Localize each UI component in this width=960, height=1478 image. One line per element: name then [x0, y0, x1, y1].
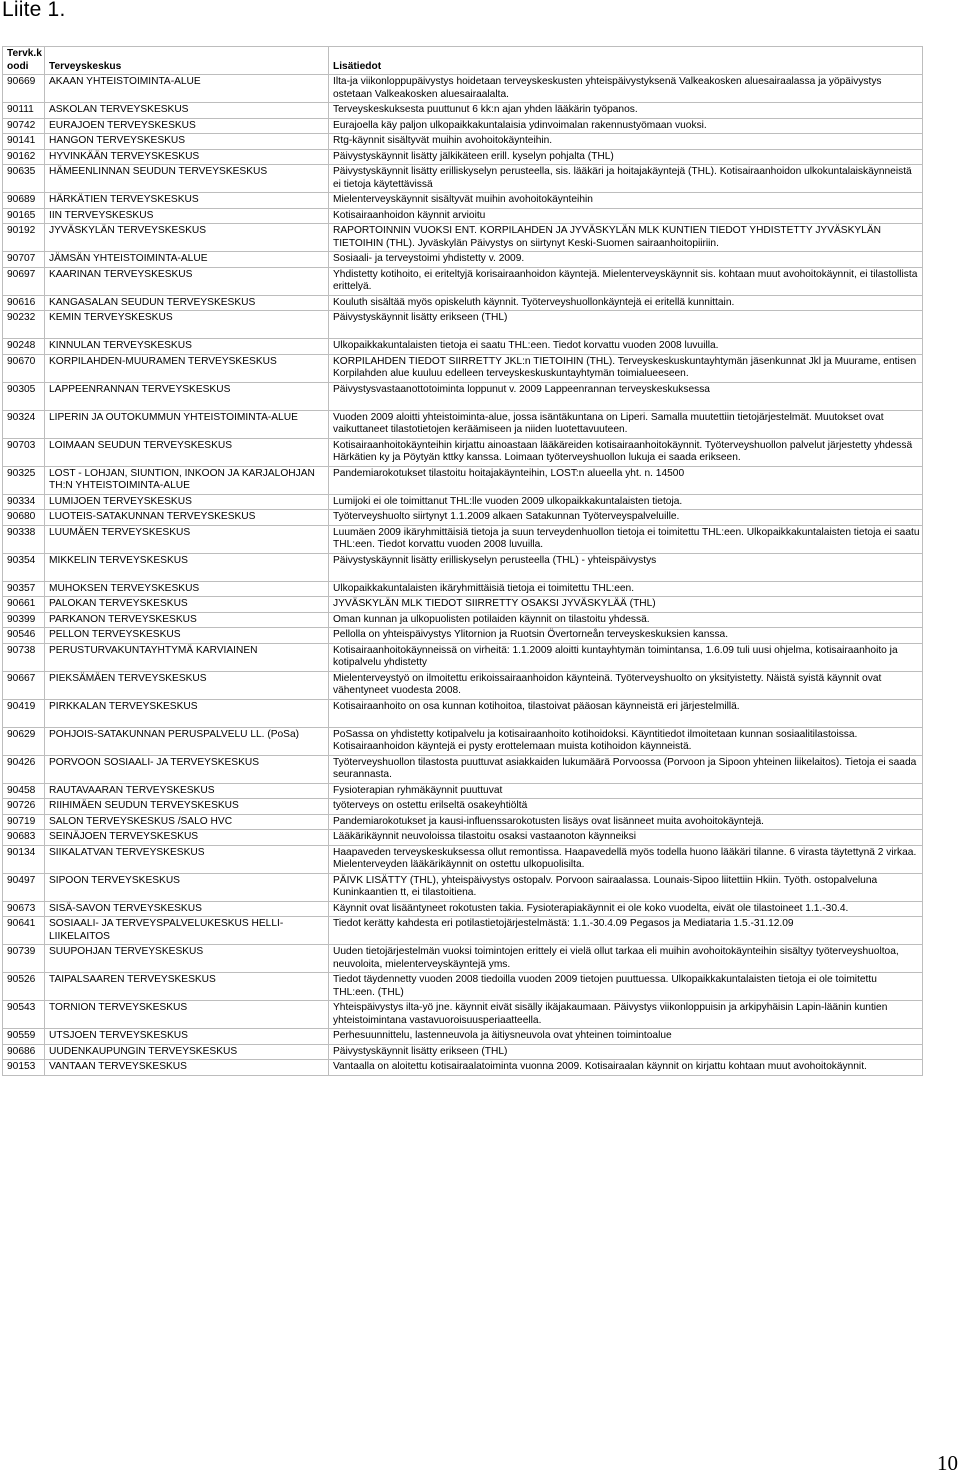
cell-center: EURAJOEN TERVEYSKESKUS [45, 118, 329, 134]
cell-info: Työterveyshuollon tilastosta puuttuvat asiakkaiden lukumäärä Porvoossa (Porvoon ja Sipoon yhteinen liikelaitos). Tietoja ei saada seurannasta. [329, 755, 923, 783]
cell-info: Ulkopaikkakuntalaisten tietoja ei saatu THL:een. Tiedot korvattu vuoden 2008 luvuilla. [329, 339, 923, 355]
cell-info: Perhesuunnittelu, lastenneuvola ja äitiysneuvola ovat yhteinen toimintoalue [329, 1029, 923, 1045]
cell-info: Lääkärikäynnit neuvoloissa tilastoitu osaksi vastaanoton käynneiksi [329, 830, 923, 846]
cell-center: KORPILAHDEN-MUURAMEN TERVEYSKESKUS [45, 354, 329, 382]
table-row [3, 267, 923, 295]
cell-center: VANTAAN TERVEYSKESKUS [45, 1060, 329, 1076]
cell-code: 90419 [3, 699, 45, 727]
cell-center: LIPERIN JA OUTOKUMMUN YHTEISTOIMINTA-ALUE [45, 410, 329, 438]
table-row [3, 845, 923, 873]
cell-center: KINNULAN TERVEYSKESKUS [45, 339, 329, 355]
table-row [3, 208, 923, 224]
cell-info: Oman kunnan ja ulkopuolisten potilaiden käynnit on tilastoitu yhdessä. [329, 612, 923, 628]
cell-code: 90111 [3, 103, 45, 119]
table-row [3, 917, 923, 945]
cell-code: 90697 [3, 267, 45, 295]
page-heading: Liite 1. [2, 0, 66, 21]
cell-code: 90153 [3, 1060, 45, 1076]
cell-info: Mielenterveyskäynnit sisältyvät muihin avohoitokäynteihin [329, 193, 923, 209]
cell-code: 90134 [3, 845, 45, 873]
cell-code: 90683 [3, 830, 45, 846]
cell-info: Mielenterveystyö on ilmoitettu erikoissairaanhoidon käynteinä. Työterveyshuolto on yksityistetty. Näistä syistä käynnit ovat vähentyneet vuodesta 2008. [329, 671, 923, 699]
cell-info: Yhteispäivystys ilta-yö jne. käynnit eivät sisälly ikäjakaumaan. Päivystys viikonloppuisin ja arkipyhäisin Lapin-läänin kuntien yhteistoimintana vastavuoroisuusperiaatteella. [329, 1001, 923, 1029]
table-row [3, 252, 923, 268]
cell-code: 90354 [3, 553, 45, 581]
cell-info: Lumijoki ei ole toimittanut THL:lle vuoden 2009 ulkopaikkakuntalaisten tietoja. [329, 494, 923, 510]
cell-code: 90141 [3, 134, 45, 150]
cell-code: 90458 [3, 783, 45, 799]
table-row [3, 799, 923, 815]
cell-code: 90703 [3, 438, 45, 466]
cell-info: Sosiaali- ja terveystoimi yhdistetty v. 2009. [329, 252, 923, 268]
table-row [3, 103, 923, 119]
cell-info: Terveyskeskuksesta puuttunut 6 kk:n ajan yhden lääkärin työpanos. [329, 103, 923, 119]
cell-code: 90616 [3, 295, 45, 311]
cell-center: PORVOON SOSIAALI- JA TERVEYSKESKUS [45, 755, 329, 783]
cell-center: HYVINKÄÄN TERVEYSKESKUS [45, 149, 329, 165]
cell-code: 90661 [3, 597, 45, 613]
cell-info: Kotisairaanhoitokäynteihin kirjattu ainoastaan lääkäreiden kotisairaanhoitokäynnit. Työterveyshuollon palvelut järjestetty yhdessä Härkätien ky ja Pöytyän kttky kanssa. Loimaan työterveyshuollon lukuja ei saada erikseen. [329, 438, 923, 466]
cell-code: 90162 [3, 149, 45, 165]
cell-info: Käynnit ovat lisääntyneet rokotusten takia. Fysioterapiakäynnit ei ole koko vuodelta, eivät ole tilastoineet 1.1.-30.4. [329, 901, 923, 917]
table-row [3, 295, 923, 311]
cell-center: MIKKELIN TERVEYSKESKUS [45, 553, 329, 581]
cell-code: 90629 [3, 727, 45, 755]
table-row [3, 118, 923, 134]
cell-center: HÄRKÄTIEN TERVEYSKESKUS [45, 193, 329, 209]
cell-info: Pandemiarokotukset tilastoitu hoitajakäynteihin, LOST:n alueella yht. n. 14500 [329, 466, 923, 494]
column-header-code: Tervk.koodi [3, 47, 45, 75]
cell-code: 90324 [3, 410, 45, 438]
cell-code: 90357 [3, 581, 45, 597]
cell-center: PERUSTURVAKUNTAYHTYMÄ KARVIAINEN [45, 643, 329, 671]
table-row [3, 1001, 923, 1029]
cell-code: 90742 [3, 118, 45, 134]
table-row [3, 525, 923, 553]
cell-info: Eurajoella käy paljon ulkopaikkakuntalaisia ydinvoimalan rakennustyömaan vuoksi. [329, 118, 923, 134]
cell-center: HANGON TERVEYSKESKUS [45, 134, 329, 150]
cell-code: 90667 [3, 671, 45, 699]
cell-center: PIEKSÄMÄEN TERVEYSKESKUS [45, 671, 329, 699]
cell-center: JÄMSÄN YHTEISTOIMINTA-ALUE [45, 252, 329, 268]
cell-info: Haapaveden terveyskeskuksessa ollut remontissa. Haapavedellä myös todella huono lääkäri tilanne. 6 virasta täytettynä 2 virkaa. Mielenterveyden lääkärikäynnit on ostettu ulkopuolisilta. [329, 845, 923, 873]
cell-code: 90248 [3, 339, 45, 355]
cell-info: Päivystyskäynnit lisätty erikseen (THL) [329, 1044, 923, 1060]
cell-info: Päivystysvastaanottotoiminta loppunut v. 2009 Lappeenrannan terveyskeskuksessa [329, 382, 923, 410]
cell-center: MUHOKSEN TERVEYSKESKUS [45, 581, 329, 597]
cell-center: KAARINAN TERVEYSKESKUS [45, 267, 329, 295]
table-row [3, 75, 923, 103]
cell-info: Kotisairaanhoitokäynneissä on virheitä: 1.1.2009 aloitti kuntayhtymän toimintansa, 1.6.09 tuli uusi ohjelma, kotisairaanhoito ja kotipalvelu yhdistetty [329, 643, 923, 671]
cell-center: SEINÄJOEN TERVEYSKESKUS [45, 830, 329, 846]
table-header-row [3, 47, 923, 75]
cell-center: SOSIAALI- JA TERVEYSPALVELUKESKUS HELLI-LIIKELAITOS [45, 917, 329, 945]
cell-center: IIN TERVEYSKESKUS [45, 208, 329, 224]
cell-info: Vantaalla on aloitettu kotisairaalatoiminta vuonna 2009. Kotisairaalan käynnit on kirjattu kohtaan muut avohoitokäynnit. [329, 1060, 923, 1076]
table-row [3, 1029, 923, 1045]
cell-info: työterveys on ostettu erilseltä osakeyhtiöltä [329, 799, 923, 815]
cell-info: Ulkopaikkakuntalaisten ikäryhmittäisiä tietoja ei toimitettu THL:een. [329, 581, 923, 597]
cell-code: 90305 [3, 382, 45, 410]
table-row [3, 727, 923, 755]
cell-code: 90641 [3, 917, 45, 945]
cell-info: Pellolla on yhteispäivystys Ylitornion ja Ruotsin Övertorneån terveyskeskuksien kanssa. [329, 628, 923, 644]
cell-code: 90334 [3, 494, 45, 510]
cell-center: UTSJOEN TERVEYSKESKUS [45, 1029, 329, 1045]
cell-center: LUUMÄEN TERVEYSKESKUS [45, 525, 329, 553]
cell-info: Fysioterapian ryhmäkäynnit puuttuvat [329, 783, 923, 799]
cell-center: LOIMAAN SEUDUN TERVEYSKESKUS [45, 438, 329, 466]
table-row [3, 873, 923, 901]
cell-center: SIPOON TERVEYSKESKUS [45, 873, 329, 901]
cell-code: 90669 [3, 75, 45, 103]
table-row [3, 193, 923, 209]
cell-center: TAIPALSAAREN TERVEYSKESKUS [45, 973, 329, 1001]
cell-center: POHJOIS-SATAKUNNAN PERUSPALVELU LL. (PoSa) [45, 727, 329, 755]
cell-info: Päivystyskäynnit lisätty jälkikäteen erill. kyselyn pohjalta (THL) [329, 149, 923, 165]
cell-center: UUDENKAUPUNGIN TERVEYSKESKUS [45, 1044, 329, 1060]
table-row [3, 149, 923, 165]
cell-center: PALOKAN TERVEYSKESKUS [45, 597, 329, 613]
table-row [3, 783, 923, 799]
cell-center: PELLON TERVEYSKESKUS [45, 628, 329, 644]
cell-info: Työterveyshuolto siirtynyt 1.1.2009 alkaen Satakunnan Työterveyspalveluille. [329, 510, 923, 526]
table-row [3, 339, 923, 355]
cell-center: LUMIJOEN TERVEYSKESKUS [45, 494, 329, 510]
cell-info: Kotisairaanhoito on osa kunnan kotihoitoa, tilastoivat pääosan käynneistä eri järjestelmillä. [329, 699, 923, 727]
table-row [3, 134, 923, 150]
cell-code: 90686 [3, 1044, 45, 1060]
cell-code: 90399 [3, 612, 45, 628]
cell-center: TORNION TERVEYSKESKUS [45, 1001, 329, 1029]
table-row [3, 410, 923, 438]
cell-center: RIIHIMÄEN SEUDUN TERVEYSKESKUS [45, 799, 329, 815]
table-row [3, 494, 923, 510]
cell-code: 90426 [3, 755, 45, 783]
cell-info: Päivystyskäynnit lisätty erikseen (THL) [329, 311, 923, 339]
table-row [3, 699, 923, 727]
cell-info: Ilta-ja viikonloppupäivystys hoidetaan terveyskeskusten yhteispäivystyksenä Valkeakosken aluesairaalassa ja yöpäivystys ostetaan Valkeakosken aluesairaalalta. [329, 75, 923, 103]
table-row [3, 382, 923, 410]
cell-info: Kouluth sisältää myös opiskeluth käynnit. Työterveyshuollonkäyntejä ei eritellä kunnittain. [329, 295, 923, 311]
cell-code: 90165 [3, 208, 45, 224]
cell-center: LAPPEENRANNAN TERVEYSKESKUS [45, 382, 329, 410]
table-row [3, 830, 923, 846]
cell-center: JYVÄSKYLÄN TERVEYSKESKUS [45, 224, 329, 252]
cell-center: LOST - LOHJAN, SIUNTION, INKOON JA KARJALOHJAN TH:N YHTEISTOIMINTA-ALUE [45, 466, 329, 494]
cell-info: Vuoden 2009 aloitti yhteistoiminta-alue, jossa isäntäkuntana on Liperi. Samalla muutettiin tietojärjestelmät. Muutokset ovat vaikuttaneet tilastotietojen keräämiseen ja niiden luotettavuuteen. [329, 410, 923, 438]
cell-info: JYVÄSKYLÄN MLK TIEDOT SIIRRETTY OSAKSI JYVÄSKYLÄÄ (THL) [329, 597, 923, 613]
table-row [3, 814, 923, 830]
cell-center: SALON TERVEYSKESKUS /SALO HVC [45, 814, 329, 830]
table-body [3, 75, 923, 1076]
table-row [3, 1060, 923, 1076]
cell-center: RAUTAVAARAN TERVEYSKESKUS [45, 783, 329, 799]
table-row [3, 466, 923, 494]
cell-info: Tiedot täydennetty vuoden 2008 tiedoilla vuoden 2009 tietojen puuttuessa. Ulkopaikkakuntalaisten tietoja ei ole toimitettu THL:een. (THL) [329, 973, 923, 1001]
cell-info: Tiedot kerätty kahdesta eri potilastietojärjestelmästä: 1.1.-30.4.09 Pegasos ja Mediataria 1.5.-31.12.09 [329, 917, 923, 945]
cell-code: 90673 [3, 901, 45, 917]
cell-center: HÄMEENLINNAN SEUDUN TERVEYSKESKUS [45, 165, 329, 193]
cell-info: Pandemiarokotukset ja kausi-influenssarokotusten lisäys ovat lisänneet muita avohoitokäyntejä. [329, 814, 923, 830]
cell-center: LUOTEIS-SATAKUNNAN TERVEYSKESKUS [45, 510, 329, 526]
cell-code: 90325 [3, 466, 45, 494]
table-row [3, 901, 923, 917]
cell-center: KEMIN TERVEYSKESKUS [45, 311, 329, 339]
table-row [3, 755, 923, 783]
cell-center: SUUPOHJAN TERVEYSKESKUS [45, 945, 329, 973]
cell-info: PoSassa on yhdistetty kotipalvelu ja kotisairaanhoito kotihoidoksi. Käyntitiedot ilmoitetaan kunnan sosiaalitilastoissa. Kotisairaanhoidon käyntejä ei pysty erottelemaan muista kotihoidon käynneistä. [329, 727, 923, 755]
cell-code: 90232 [3, 311, 45, 339]
cell-code: 90192 [3, 224, 45, 252]
cell-code: 90680 [3, 510, 45, 526]
cell-center: PIRKKALAN TERVEYSKESKUS [45, 699, 329, 727]
table-row [3, 510, 923, 526]
table-row [3, 628, 923, 644]
notes-table [2, 46, 923, 1076]
table-row [3, 224, 923, 252]
cell-info: Luumäen 2009 ikäryhmittäisiä tietoja ja suun terveydenhuollon tietoja ei toimitettu THL:een. Ulkopaikkakuntalaisten tietoja ei saatu THL:een. Tiedot korvattu vuoden 2008 luvuilla. [329, 525, 923, 553]
cell-info: Uuden tietojärjestelmän vuoksi toimintojen erittely ei vielä ollut tarkaa eli muihin avohoitokäynteihin sisältyy työterveyshuoltoa, neuvoloita, mielenterveyskäyntejä yms. [329, 945, 923, 973]
table-row [3, 165, 923, 193]
cell-info: RAPORTOINNIN VUOKSI ENT. KORPILAHDEN JA JYVÄSKYLÄN MLK KUNTIEN TIEDOT YHDISTETTY JYVÄSKYLÄN TIETOIHIN (THL). Jyväskylän Päivystys on siirtynyt Keski-Suomen sairaanhoitopiiriin. [329, 224, 923, 252]
cell-code: 90543 [3, 1001, 45, 1029]
cell-info: PÄIVK LISÄTTY (THL), yhteispäivystys ostopalv. Porvoon sairaalassa. Lounais-Sipoo liitettiin Hkiin. Työth. ostopalveluna Kuninkaantien tt, ei tilastoitiena. [329, 873, 923, 901]
cell-code: 90726 [3, 799, 45, 815]
table-row [3, 1044, 923, 1060]
cell-code: 90546 [3, 628, 45, 644]
column-header-center: Terveyskeskus [45, 47, 329, 75]
cell-code: 90497 [3, 873, 45, 901]
table-row [3, 311, 923, 339]
page-number: 10 [937, 1451, 958, 1475]
cell-code: 90739 [3, 945, 45, 973]
cell-info: KORPILAHDEN TIEDOT SIIRRETTY JKL:n TIETOIHIN (THL). Terveyskeskuskuntayhtymän jäsenkunnat Jkl ja Muurame, entisen Korpilahden alue kuuluu edelleen terveyskeskuskuntayhtymän toimialueeseen. [329, 354, 923, 382]
table-row [3, 553, 923, 581]
table-row [3, 354, 923, 382]
table-row [3, 643, 923, 671]
table-row [3, 945, 923, 973]
cell-code: 90635 [3, 165, 45, 193]
cell-center: KANGASALAN SEUDUN TERVEYSKESKUS [45, 295, 329, 311]
cell-info: Rtg-käynnit sisältyvät muihin avohoitokäynteihin. [329, 134, 923, 150]
cell-code: 90559 [3, 1029, 45, 1045]
table-row [3, 612, 923, 628]
table-row [3, 671, 923, 699]
cell-center: SIIKALATVAN TERVEYSKESKUS [45, 845, 329, 873]
cell-code: 90719 [3, 814, 45, 830]
cell-info: Yhdistetty kotihoito, ei eriteltyjä korisairaanhoidon käyntejä. Mielenterveyskäynnit sis. kohtaan muut avohoitokäynnit, ei tilastollista erittelyä. [329, 267, 923, 295]
cell-center: AKAAN YHTEISTOIMINTA-ALUE [45, 75, 329, 103]
table-row [3, 581, 923, 597]
column-header-info: Lisätiedot [329, 47, 923, 75]
cell-center: PARKANON TERVEYSKESKUS [45, 612, 329, 628]
cell-code: 90526 [3, 973, 45, 1001]
cell-code: 90707 [3, 252, 45, 268]
cell-info: Päivystyskäynnit lisätty erilliskyselyn perusteella (THL) - yhteispäivystys [329, 553, 923, 581]
table-row [3, 438, 923, 466]
cell-code: 90689 [3, 193, 45, 209]
cell-code: 90738 [3, 643, 45, 671]
cell-center: SISÄ-SAVON TERVEYSKESKUS [45, 901, 329, 917]
cell-info: Kotisairaanhoidon käynnit arvioitu [329, 208, 923, 224]
table-row [3, 973, 923, 1001]
cell-code: 90338 [3, 525, 45, 553]
table-row [3, 597, 923, 613]
cell-code: 90670 [3, 354, 45, 382]
cell-info: Päivystyskäynnit lisätty erilliskyselyn perusteella, sis. lääkäri ja hoitajakäyntejä (THL). Kotisairaanhoidon ulkokuntalaiskäynneistä ei tietoja käytettävissä [329, 165, 923, 193]
cell-center: ASKOLAN TERVEYSKESKUS [45, 103, 329, 119]
